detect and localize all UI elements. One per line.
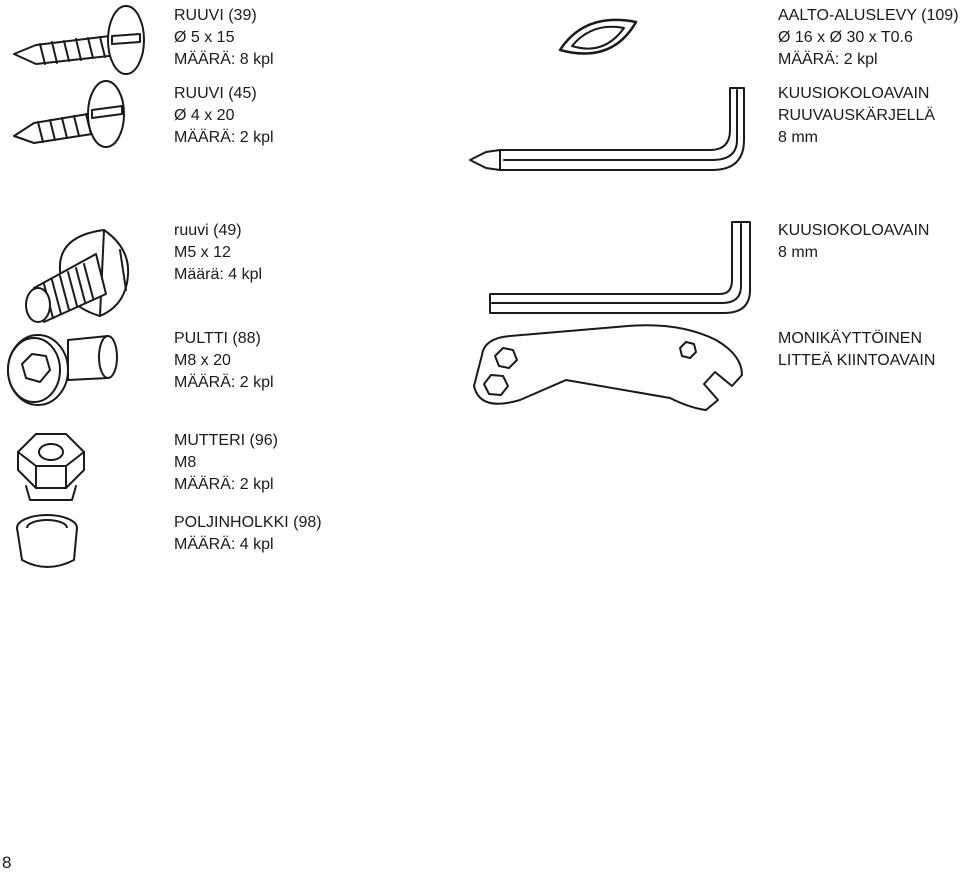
part-quantity: Määrä: 4 kpl xyxy=(174,266,263,283)
part-name: AALTO-ALUSLEVY (109) xyxy=(778,7,959,24)
part-size: Ø 16 x Ø 30 x T0.6 xyxy=(778,29,913,46)
socket-bolt-icon xyxy=(8,335,117,405)
label-bolt-88 xyxy=(174,328,274,394)
label-hex-key-screwdriver xyxy=(778,83,935,149)
hex-nut-icon xyxy=(18,434,84,500)
part-name: ruuvi (49) xyxy=(174,222,242,239)
part-quantity: MÄÄRÄ: 8 kpl xyxy=(174,51,274,68)
label-bushing-98 xyxy=(174,512,322,556)
part-size: 8 mm xyxy=(778,244,818,261)
part-name: KUUSIOKOLOAVAIN xyxy=(778,85,930,102)
label-hex-key xyxy=(778,220,929,264)
part-quantity: MÄÄRÄ: 2 kpl xyxy=(174,129,274,146)
screw-icon xyxy=(14,81,124,147)
part-size: M8 xyxy=(174,454,197,471)
label-washer-109 xyxy=(778,5,959,71)
wave-washer-icon xyxy=(560,20,636,54)
bolt-icon xyxy=(26,230,128,322)
label-screw-45 xyxy=(174,83,274,149)
part-name: MONIKÄYTTÖINEN xyxy=(778,330,923,347)
screw-icon xyxy=(14,6,144,74)
part-quantity: MÄÄRÄ: 4 kpl xyxy=(174,536,274,553)
part-name-cont: LITTEÄ KIINTOAVAIN xyxy=(778,352,936,369)
page-number: 8 xyxy=(2,853,12,872)
part-name: RUUVI (39) xyxy=(174,7,257,24)
part-size: M8 x 20 xyxy=(174,352,231,369)
part-quantity: MÄÄRÄ: 2 kpl xyxy=(778,51,878,68)
label-wrench xyxy=(778,328,935,372)
hex-key-icon xyxy=(490,222,750,313)
part-quantity: MÄÄRÄ: 2 kpl xyxy=(174,476,274,493)
part-name: POLJINHOLKKI (98) xyxy=(174,514,322,531)
label-nut-96 xyxy=(174,430,278,496)
part-size: M5 x 12 xyxy=(174,244,231,261)
part-size: 8 mm xyxy=(778,129,818,146)
flat-wrench-icon xyxy=(474,325,742,410)
hex-key-screwdriver-icon xyxy=(470,88,744,170)
label-bolt-49 xyxy=(174,220,262,286)
part-size: Ø 4 x 20 xyxy=(174,107,235,124)
part-name: PULTTI (88) xyxy=(174,330,261,347)
part-quantity: MÄÄRÄ: 2 kpl xyxy=(174,374,274,391)
part-name-cont: RUUVAUSKÄRJELLÄ xyxy=(778,107,936,124)
part-size: Ø 5 x 15 xyxy=(174,29,235,46)
part-name: RUUVI (45) xyxy=(174,85,257,102)
part-name: KUUSIOKOLOAVAIN xyxy=(778,222,930,239)
part-name: MUTTERI (96) xyxy=(174,432,278,449)
label-screw-39 xyxy=(174,5,274,71)
bushing-icon xyxy=(17,515,77,567)
